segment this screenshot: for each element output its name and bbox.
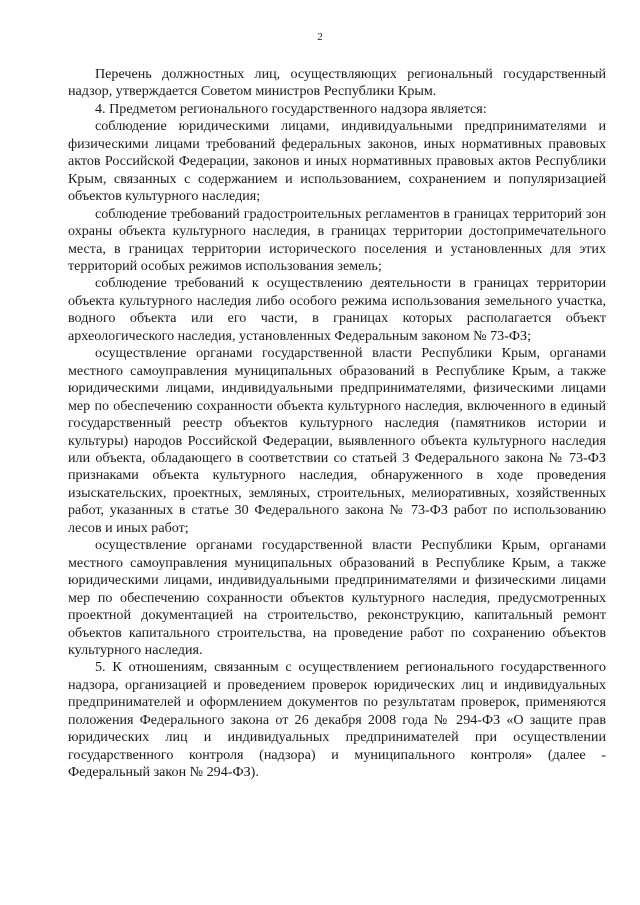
paragraph-inspections-law: 5. К отношениям, связанным с осуществлением регионального государственного надзора, организацией и проведением проверок юридических лиц и индивидуальных предпринимателей и оформлением документов по результатам проверок, применяются положения Федерального закона от 26 декабря 2008 года № 294-ФЗ «О защите прав юридических лиц и индивидуальных предпринимателей при осуществлении государственного контроля (надзора) и муниципального контроля» (далее - Федеральный закон № 294-ФЗ). (68, 659, 606, 781)
paragraph-officials-list: Перечень должностных лиц, осуществляющих региональный государственный надзор, утверждается Советом министров Республики Крым. (68, 66, 606, 100)
paragraph-preservation-measures: осуществление органами государственной власти Республики Крым, органами местного самоуправления муниципальных образований в Республике Крым, а также юридическими лицами, индивидуальными предпринимателями, физическими лицами мер по обеспечению сохранности объекта культурного наследия, включенного в единый государственный реестр объектов культурного наследия (памятников истории и культуры) народов Российской Федерации, выявленного объекта культурного наследия или объекта, обладающего в соответствии со статьей 3 Федерального закона № 73-ФЗ признаками объекта культурного наследия, обнаруженного в ходе проведения изыскательских, проектных, земляных, строительных, мелиоративных, хозяйственных работ, указанных в статье 30 Федерального закона № 73-ФЗ работ по использованию лесов и иных работ; (68, 345, 606, 536)
paragraph-project-documentation: осуществление органами государственной власти Республики Крым, органами местного самоуправления муниципальных образований в Республике Крым, а также юридическими лицами, индивидуальными предпринимателями и физическими лицами мер по обеспечению сохранности объектов культурного наследия, предусмотренных проектной документацией на строительство, реконструкцию, капитальный ремонт объектов капитального строительства, на проведение работ по сохранению объектов культурного наследия. (68, 537, 606, 658)
document-body (68, 66, 606, 782)
page-number: 2 (317, 31, 323, 43)
paragraph-subject-heading: 4. Предметом регионального государственного надзора является: (95, 100, 487, 117)
paragraph-urban-regulations: соблюдение требований градостроительных регламентов в границах территорий зон охраны объекта культурного наследия, в границах территории достопримечательного места, в границах территории исторического поселения и установленных для этих территорий особых режимов использования земель; (68, 205, 606, 274)
paragraph-compliance-laws: соблюдение юридическими лицами, индивидуальными предпринимателями и физическими лицами требований федеральных законов, иных нормативных правовых актов Российской Федерации, законов и иных нормативных правовых актов Республики Крым, связанных с содержанием и использованием, сохранением и популяризацией объектов культурного наследия; (68, 118, 606, 205)
paragraph-activity-requirements: соблюдение требований к осуществлению деятельности в границах территории объекта культурного наследия либо особого режима использования земельного участка, водного объекта или его части, в границах которых располагается объект археологического наследия, установленных Федеральным законом № 73-ФЗ; (68, 275, 606, 344)
